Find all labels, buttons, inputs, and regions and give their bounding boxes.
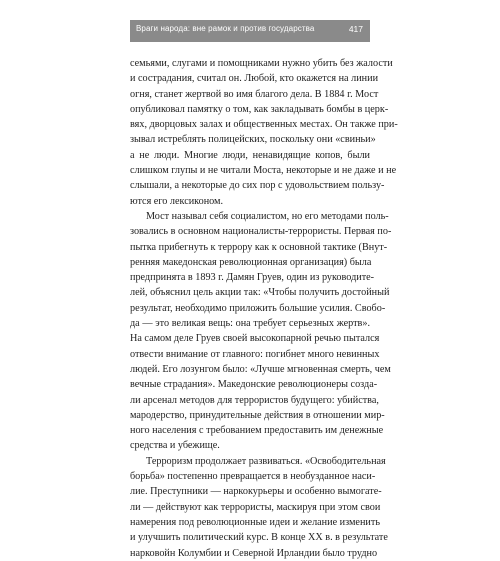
text-line: ли арсенал методов для террористов будущего: убийства, bbox=[130, 394, 379, 406]
text-line: Мост называл себя социалистом, но его методами поль- bbox=[146, 210, 389, 222]
text-line: семьями, слугами и помощниками нужно убить без жалости bbox=[130, 58, 393, 69]
text-line: предпринята в 1893 г. Дамян Груев, один из руководите- bbox=[130, 272, 375, 284]
text-line: огня, станет жертвой во имя благого дела. В 1884 г. Мост bbox=[130, 88, 379, 100]
text-line: борьба» постепенно превращается в необузданное наси- bbox=[130, 471, 376, 483]
text-line: и улучшить политический курс. В конце XX в. в результате bbox=[130, 532, 388, 544]
text-line: зовались в основном националисты-террористы. Первая по- bbox=[130, 226, 392, 238]
text-line: пытка прибегнуть к террору как к основной тактике (Внут- bbox=[130, 241, 388, 253]
page-number: 417 bbox=[348, 24, 363, 34]
text-line: результат, необходимо приложить большие усилия. Свобо- bbox=[130, 302, 386, 314]
text-line: средства и убежище. bbox=[130, 440, 220, 452]
text-line: нарковойн Колумбии и Северной Ирландии было трудно bbox=[130, 547, 378, 559]
text-line: отвести внимание от главного: погибнет много невинных bbox=[130, 348, 380, 360]
text-line: зывал истреблять полицейских, поскольку они «свиньи» bbox=[130, 134, 376, 146]
text-line: ли — действуют как террористы, маскируя при этом свои bbox=[130, 501, 381, 513]
text-line: а не люди. Многие люди, ненавидящие копов, были bbox=[130, 149, 370, 161]
text-line: лей, объяснил цель акции так: «Чтобы получить достойный bbox=[130, 287, 390, 299]
text-line: людей. Его лозунгом было: «Лучше мгновенная смерть, чем bbox=[130, 363, 391, 375]
text-line: ного населения с требованием предоставить им денежные bbox=[130, 425, 384, 437]
text-line: Терроризм продолжает развиваться. «Освободительная bbox=[146, 455, 386, 467]
text-line: лие. Преступники — наркокурьеры и особенно вымогате- bbox=[130, 486, 382, 498]
text-line: На самом деле Груев своей высокопарной речью пытался bbox=[130, 333, 380, 345]
text-line: вечные страдания». Македонские революционеры созда- bbox=[130, 379, 378, 391]
text-line: да — это великая вещь: она требует серьезных жертв». bbox=[130, 318, 370, 330]
text-line: опубликовал памятку о том, как закладывать бомбы в церк- bbox=[130, 103, 389, 115]
running-title: Враги народа: вне рамок и против государства bbox=[136, 24, 315, 33]
text-line: и сострадания, считал он. Любой, кто окажется на линии bbox=[130, 73, 379, 85]
body-text bbox=[130, 56, 398, 561]
text-line: ренняя македонская революционная организация) была bbox=[130, 256, 372, 268]
text-line: мародерство, принудительные действия в отношении мир- bbox=[130, 409, 385, 421]
text-line: намерения под революционные идеи и желание изменить bbox=[130, 516, 380, 528]
text-line: вях, дворцовых залах и общественных местах. Он также при- bbox=[130, 119, 398, 131]
running-header bbox=[130, 20, 370, 42]
text-line: ются его лексиконом. bbox=[130, 195, 224, 207]
text-line: слишком глупы и не читали Моста, некоторые и не даже и не bbox=[130, 165, 397, 177]
text-line: слышали, а некоторые до сих пор с удовольствием пользу- bbox=[130, 180, 385, 192]
